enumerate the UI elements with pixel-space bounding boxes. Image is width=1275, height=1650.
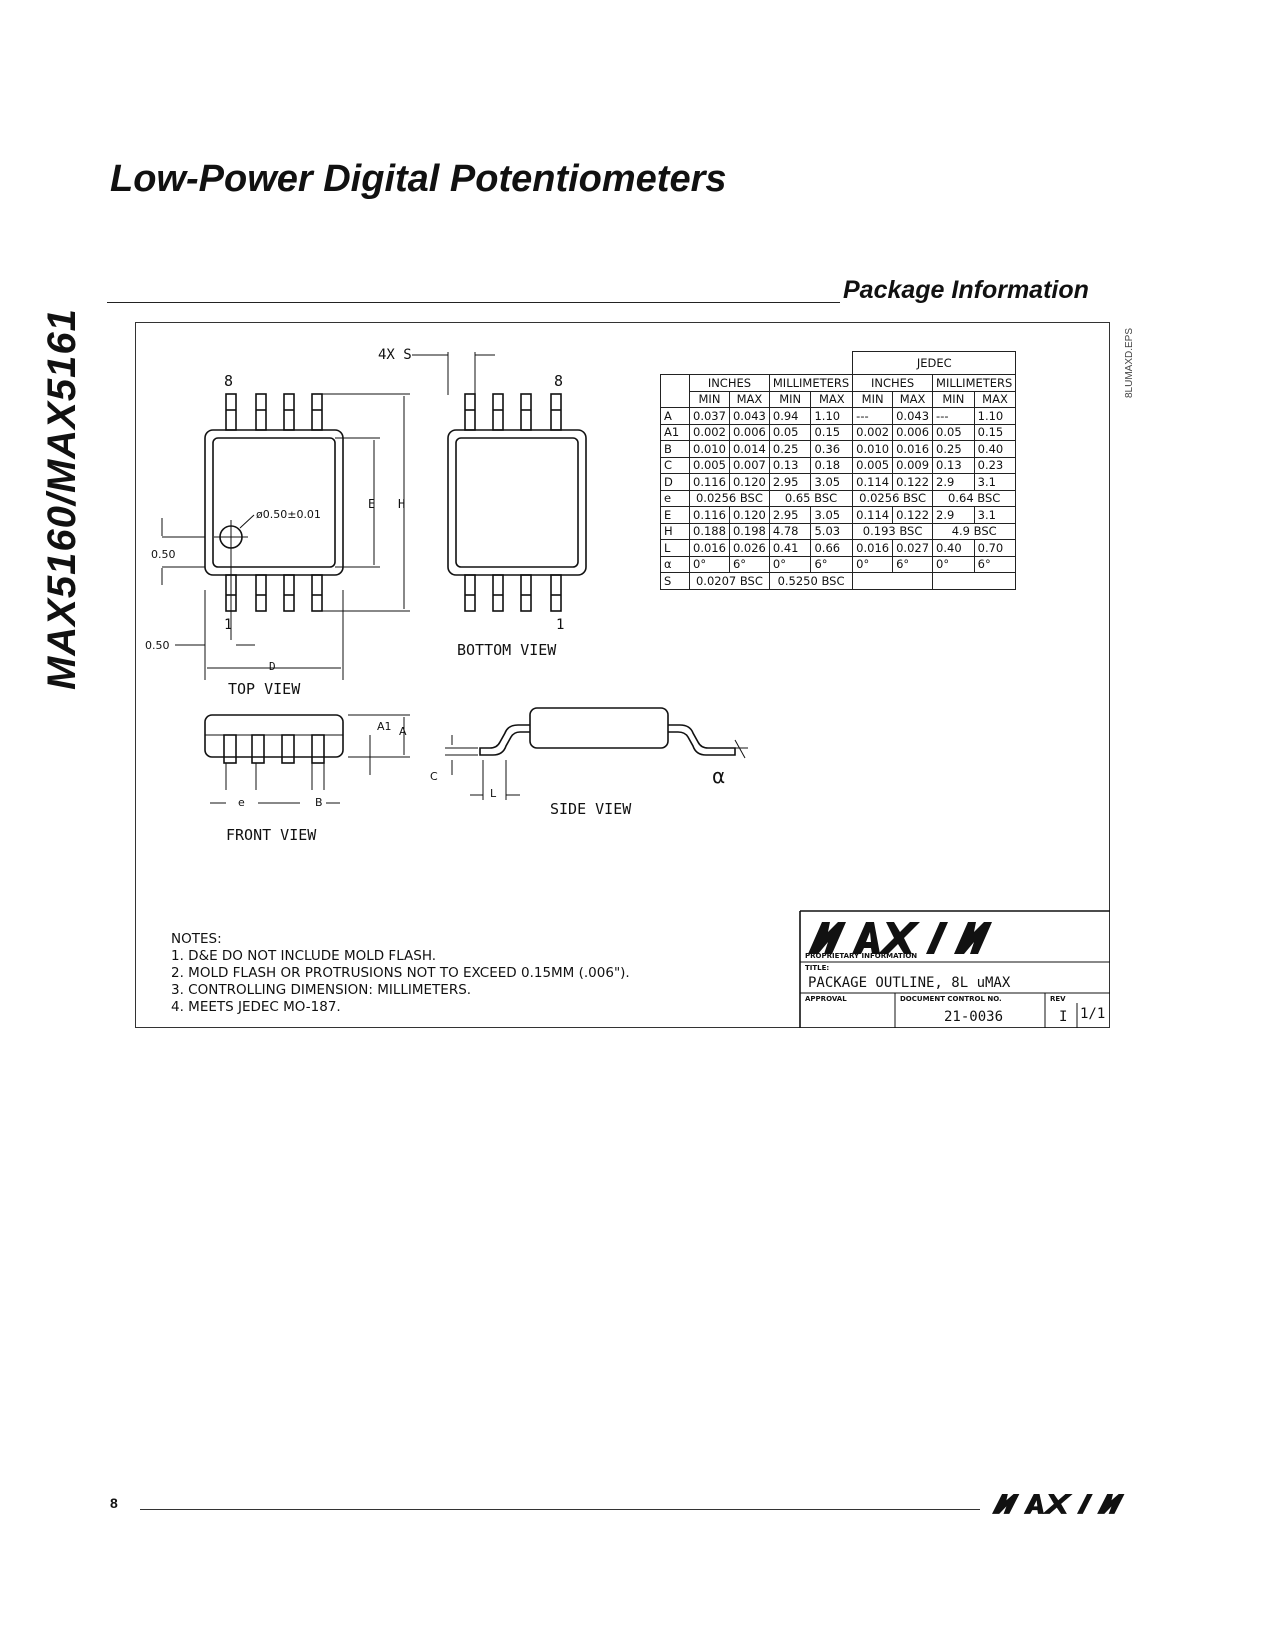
section-title: Package Information <box>843 276 1089 304</box>
table-cell: 0.0256 BSC <box>690 490 770 507</box>
table-cell: 0.94 <box>769 408 811 425</box>
dim-d-label: D <box>269 660 276 673</box>
table-cell: 0° <box>853 556 893 573</box>
subheader: MAX <box>811 391 853 408</box>
table-cell: 0.25 <box>933 441 975 458</box>
note-item: 3. CONTROLLING DIMENSION: MILLIMETERS. <box>171 982 472 998</box>
dim-050-vertical: 0.50 <box>151 548 176 561</box>
table-cell: 6° <box>974 556 1016 573</box>
table-cell: 0.120 <box>729 507 769 524</box>
table-cell: 0.009 <box>893 457 933 474</box>
table-cell: 6° <box>729 556 769 573</box>
top-view-label: TOP VIEW <box>228 680 301 698</box>
table-cell: 2.9 <box>933 474 975 491</box>
table-cell: 0.66 <box>811 540 853 557</box>
table-cell: 0.016 <box>690 540 730 557</box>
table-cell: S <box>661 573 690 590</box>
table-cell: 0.116 <box>690 507 730 524</box>
hole-dimension: ø0.50±0.01 <box>256 508 321 521</box>
table-cell: 0.36 <box>811 441 853 458</box>
note-item: 1. D&E DO NOT INCLUDE MOLD FLASH. <box>171 948 437 964</box>
rev-value: I <box>1059 1009 1068 1025</box>
dim-e-label: E <box>368 497 376 511</box>
table-cell: E <box>661 507 690 524</box>
bottom-view-pin8: 8 <box>554 372 564 390</box>
table-cell: 0.25 <box>769 441 811 458</box>
table-cell: 0.114 <box>853 507 893 524</box>
table-cell: 2.95 <box>769 474 811 491</box>
table-cell: 0° <box>933 556 975 573</box>
table-row <box>661 441 1016 458</box>
doc-control-label: DOCUMENT CONTROL NO. <box>900 995 1002 1003</box>
page-title: Low-Power Digital Potentiometers <box>110 158 727 200</box>
table-cell: 1.10 <box>811 408 853 425</box>
table-cell: 0.0207 BSC <box>690 573 770 590</box>
table-cell: 2.95 <box>769 507 811 524</box>
table-row <box>661 573 1016 590</box>
group-header: INCHES <box>690 375 770 392</box>
table-cell: D <box>661 474 690 491</box>
table-cell: 5.03 <box>811 523 853 540</box>
table-row <box>661 540 1016 557</box>
table-cell: 0.05 <box>769 424 811 441</box>
package-title: PACKAGE OUTLINE, 8L uMAX <box>808 975 1011 991</box>
dim-a1-label: A1 <box>377 720 392 733</box>
table-cell <box>933 573 1016 590</box>
dim-h-label: H <box>398 497 406 511</box>
table-cell: 0.116 <box>690 474 730 491</box>
table-cell: 0.005 <box>853 457 893 474</box>
table-cell: 0.010 <box>690 441 730 458</box>
table-cell: 0.15 <box>811 424 853 441</box>
table-cell: 0.5250 BSC <box>769 573 852 590</box>
table-cell: 0.193 BSC <box>853 523 933 540</box>
table-cell: 0.40 <box>933 540 975 557</box>
table-cell: H <box>661 523 690 540</box>
table-cell: 1.10 <box>974 408 1016 425</box>
table-cell: 0.188 <box>690 523 730 540</box>
top-view-pin1: 1 <box>224 617 233 633</box>
eps-filename: 8LUMAXD.EPS <box>1124 327 1135 398</box>
table-row <box>661 523 1016 540</box>
group-header: MILLIMETERS <box>933 375 1016 392</box>
table-cell: --- <box>853 408 893 425</box>
table-row <box>661 424 1016 441</box>
table-cell: 0.037 <box>690 408 730 425</box>
table-row <box>661 507 1016 524</box>
table-cell: 2.9 <box>933 507 975 524</box>
subheader: MIN <box>769 391 811 408</box>
title-label: TITLE: <box>805 964 830 972</box>
table-cell: 0.007 <box>729 457 769 474</box>
bottom-view-body-outer <box>448 430 586 575</box>
dimension-table <box>660 351 1016 590</box>
dim-c-label: C <box>430 770 438 783</box>
rev-label: REV <box>1050 995 1066 1003</box>
subheader: MAX <box>729 391 769 408</box>
side-title: MAX5160/MAX5161 <box>40 308 84 690</box>
subheader: MIN <box>933 391 975 408</box>
table-row <box>661 474 1016 491</box>
table-cell: 0.23 <box>974 457 1016 474</box>
table-cell: 0.198 <box>729 523 769 540</box>
table-cell: L <box>661 540 690 557</box>
table-cell: 0.64 BSC <box>933 490 1016 507</box>
table-cell: α <box>661 556 690 573</box>
table-cell: e <box>661 490 690 507</box>
group-header: INCHES <box>853 375 933 392</box>
table-cell: 3.1 <box>974 474 1016 491</box>
table-cell: 0.010 <box>853 441 893 458</box>
bottom-view-pin1: 1 <box>556 617 565 633</box>
table-cell: 4.78 <box>769 523 811 540</box>
table-cell: 6° <box>893 556 933 573</box>
table-cell: 0.002 <box>690 424 730 441</box>
table-cell: 0.027 <box>893 540 933 557</box>
table-cell: 0.006 <box>893 424 933 441</box>
table-cell: 0.114 <box>853 474 893 491</box>
subheader: MAX <box>893 391 933 408</box>
table-cell: 0.002 <box>853 424 893 441</box>
table-row <box>661 556 1016 573</box>
table-cell: 0° <box>769 556 811 573</box>
table-cell: A <box>661 408 690 425</box>
table-cell: 0.122 <box>893 507 933 524</box>
table-cell: 0.026 <box>729 540 769 557</box>
maxim-logo-footer <box>992 1491 1134 1517</box>
dimension-table-body <box>661 408 1016 590</box>
table-cell: 3.1 <box>974 507 1016 524</box>
bottom-view-label: BOTTOM VIEW <box>457 641 557 659</box>
side-view-body <box>530 708 668 748</box>
table-row <box>661 457 1016 474</box>
table-cell: --- <box>933 408 975 425</box>
table-cell: 0.122 <box>893 474 933 491</box>
dim-l-label: L <box>490 787 497 800</box>
table-cell: 0.0256 BSC <box>853 490 933 507</box>
dim-pitch-label: e <box>238 796 245 809</box>
side-view-label: SIDE VIEW <box>550 800 632 818</box>
subheader: MAX <box>974 391 1016 408</box>
notes-heading: NOTES: <box>171 931 222 947</box>
proprietary-label: PROPRIETARY INFORMATION <box>805 952 918 960</box>
subheader: MIN <box>690 391 730 408</box>
table-cell: 0° <box>690 556 730 573</box>
dim-050-horizontal: 0.50 <box>145 639 170 652</box>
table-cell: 0.18 <box>811 457 853 474</box>
table-cell: 0.13 <box>769 457 811 474</box>
table-cell: 0.014 <box>729 441 769 458</box>
table-cell: 0.05 <box>933 424 975 441</box>
table-cell <box>853 573 933 590</box>
dim-4xs-label: 4X S <box>378 347 412 363</box>
table-cell: A1 <box>661 424 690 441</box>
table-cell: 0.120 <box>729 474 769 491</box>
table-cell: 0.70 <box>974 540 1016 557</box>
top-view-pin8: 8 <box>224 372 234 390</box>
table-cell: 0.043 <box>893 408 933 425</box>
table-cell: 0.41 <box>769 540 811 557</box>
front-view-body <box>205 715 343 757</box>
table-cell: B <box>661 441 690 458</box>
notes <box>171 931 630 1016</box>
table-row <box>661 490 1016 507</box>
group-header: MILLIMETERS <box>769 375 852 392</box>
alpha-angle-label: α <box>712 764 726 788</box>
table-cell: 3.05 <box>811 507 853 524</box>
footer-rule <box>140 1509 980 1510</box>
maxim-logo-titleblock <box>808 922 992 954</box>
approval-label: APPROVAL <box>805 995 847 1003</box>
table-cell: 3.05 <box>811 474 853 491</box>
jedec-header: JEDEC <box>853 352 1016 375</box>
note-item: 2. MOLD FLASH OR PROTRUSIONS NOT TO EXCEED 0.15MM (.006"). <box>171 965 630 981</box>
note-item: 4. MEETS JEDEC MO-187. <box>171 999 341 1015</box>
table-cell: 0.016 <box>853 540 893 557</box>
table-cell: 4.9 BSC <box>933 523 1016 540</box>
table-cell: 0.006 <box>729 424 769 441</box>
doc-control-number: 21-0036 <box>944 1009 1004 1025</box>
table-cell: 0.005 <box>690 457 730 474</box>
dim-b-label: B <box>315 796 323 809</box>
top-view-body-outer <box>205 430 343 575</box>
table-cell: 0.13 <box>933 457 975 474</box>
subheader: MIN <box>853 391 893 408</box>
page-number: 8 <box>110 1495 118 1511</box>
table-cell: 0.65 BSC <box>769 490 852 507</box>
table-row <box>661 408 1016 425</box>
table-cell: 0.043 <box>729 408 769 425</box>
table-cell: 0.016 <box>893 441 933 458</box>
table-cell: C <box>661 457 690 474</box>
table-cell: 0.40 <box>974 441 1016 458</box>
front-view-label: FRONT VIEW <box>226 826 317 844</box>
dim-a-label: A <box>399 725 407 738</box>
table-cell: 6° <box>811 556 853 573</box>
table-cell: 0.15 <box>974 424 1016 441</box>
sheet-number: 1/1 <box>1080 1006 1106 1022</box>
bottom-view-body-inner <box>456 438 578 567</box>
